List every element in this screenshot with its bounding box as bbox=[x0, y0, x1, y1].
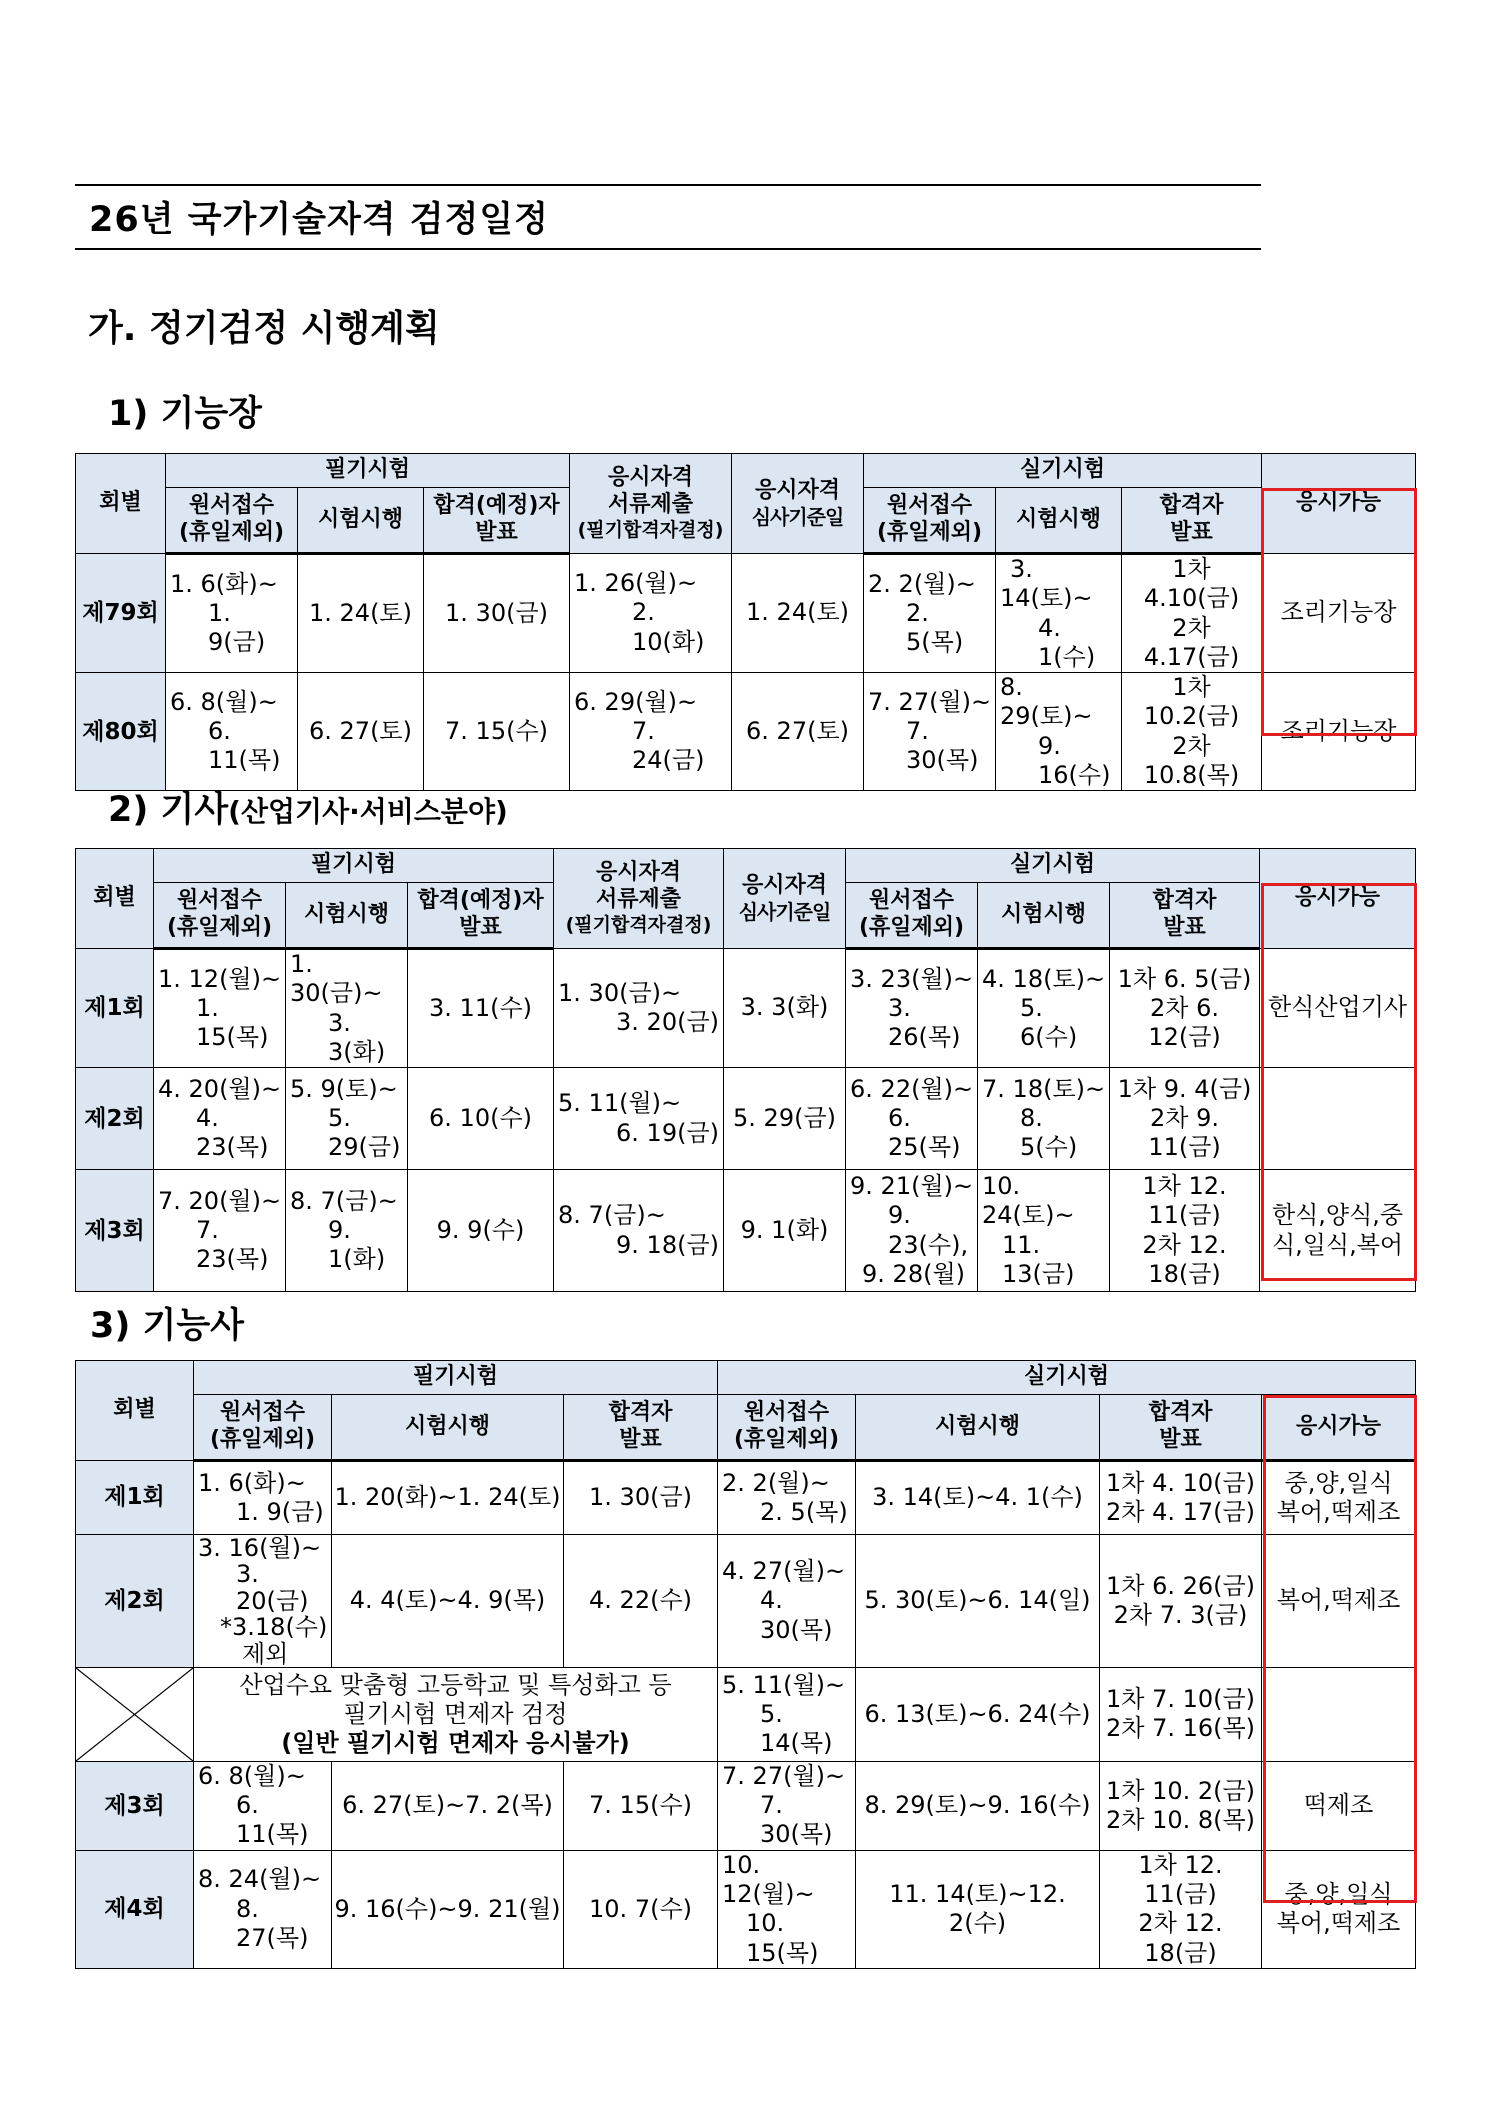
master-schedule-table bbox=[75, 453, 1416, 791]
table-cell: 1차 6. 5(금) 2차 6. 12(금) bbox=[1110, 949, 1260, 1068]
table-cell: 복어,떡제조 bbox=[1262, 1535, 1416, 1668]
table-row bbox=[76, 1850, 1416, 1968]
table-cell bbox=[1262, 1667, 1416, 1761]
table-cell: 4. 22(수) bbox=[564, 1535, 718, 1668]
header-w-apply: 원서접수 (휴일제외) bbox=[166, 488, 298, 554]
table-cell: 7. 20(월)~ 7. 23(목) bbox=[154, 1170, 286, 1292]
table-cell: 4. 4(토)~4. 9(목) bbox=[332, 1535, 564, 1668]
table-cell: 1차 6. 26(금) 2차 7. 3(금) bbox=[1100, 1535, 1262, 1668]
table-cell: 한식,양식,중 식,일식,복어 bbox=[1260, 1170, 1416, 1292]
table-row bbox=[76, 1535, 1416, 1668]
header-w-pass: 합격(예정)자 발표 bbox=[424, 488, 570, 554]
table-row bbox=[76, 1461, 1416, 1535]
table-cell: 6. 8(월)~ 6. 11(목) bbox=[194, 1761, 332, 1850]
table-cell: 한식산업기사 bbox=[1260, 949, 1416, 1068]
table-cell: 조리기능장 bbox=[1262, 554, 1416, 673]
table-row bbox=[76, 1068, 1416, 1170]
header-eligible: 응시가능 bbox=[1262, 454, 1416, 554]
table-cell: 6. 22(월)~ 6. 25(목) bbox=[846, 1068, 978, 1170]
table-cell: 조리기능장 bbox=[1262, 673, 1416, 791]
header-practical: 실기시험 bbox=[718, 1361, 1416, 1395]
header-p-exam: 시험시행 bbox=[996, 488, 1122, 554]
header-round: 회별 bbox=[76, 1361, 194, 1461]
banner-title: 26년 국가기술자격 검정일정 bbox=[89, 200, 549, 240]
table-cell: 제80회 bbox=[76, 673, 166, 791]
table-cell: 8. 24(월)~ 8. 27(목) bbox=[194, 1850, 332, 1968]
header-w-apply: 원서접수 (휴일제외) bbox=[154, 883, 286, 949]
header-p-apply: 원서접수 (휴일제외) bbox=[846, 883, 978, 949]
table-cell: 제3회 bbox=[76, 1170, 154, 1292]
table-cell: 중,양,일식 복어,떡제조 bbox=[1262, 1850, 1416, 1968]
table-cell: 5. 11(월)~ 6. 19(금) bbox=[554, 1068, 724, 1170]
header-w-apply: 원서접수 (휴일제외) bbox=[194, 1395, 332, 1461]
table-cell: 7. 27(월)~ 7. 30(목) bbox=[718, 1761, 856, 1850]
table-cell: 제1회 bbox=[76, 949, 154, 1068]
header-w-exam: 시험시행 bbox=[298, 488, 424, 554]
table-cell: 1차 12. 11(금) 2차 12. 18(금) bbox=[1100, 1850, 1262, 1968]
table-cell: 4. 20(월)~ 4. 23(목) bbox=[154, 1068, 286, 1170]
table-cell: 10. 7(수) bbox=[564, 1850, 718, 1968]
table-cell: 7. 15(수) bbox=[564, 1761, 718, 1850]
table-cell: 6. 27(토)~7. 2(목) bbox=[332, 1761, 564, 1850]
table-cell: 7. 27(월)~ 7. 30(목) bbox=[864, 673, 996, 791]
table-cell: 1. 30(금) bbox=[564, 1461, 718, 1535]
table-cell: 7. 15(수) bbox=[424, 673, 570, 791]
header-w-pass: 합격(예정)자 발표 bbox=[408, 883, 554, 949]
table-cell: 1차 10. 2(금) 2차 10. 8(목) bbox=[1100, 1761, 1262, 1850]
header-docs: 응시자격 서류제출 (필기합격자결정) bbox=[554, 849, 724, 949]
table-cell: 8. 7(금)~ 9. 18(금) bbox=[554, 1170, 724, 1292]
cross-mark bbox=[76, 1668, 193, 1761]
table-cell: 1차 4. 10(금) 2차 4. 17(금) bbox=[1100, 1461, 1262, 1535]
table-cell: 1. 20(화)~1. 24(토) bbox=[332, 1461, 564, 1535]
header-round: 회별 bbox=[76, 454, 166, 554]
table-cell: 제3회 bbox=[76, 1761, 194, 1850]
header-written: 필기시험 bbox=[194, 1361, 718, 1395]
table-cell: 1. 6(화)~ 1. 9(금) bbox=[194, 1461, 332, 1535]
table-cell bbox=[1260, 1068, 1416, 1170]
table-cell: 8. 29(토)~ 9. 16(수) bbox=[996, 673, 1122, 791]
table-cell: 5. 11(월)~ 5. 14(목) bbox=[718, 1667, 856, 1761]
header-practical: 실기시험 bbox=[846, 849, 1260, 883]
subsection-craftsman-title: 3) 기능사 bbox=[90, 1306, 244, 1346]
table-cell: 제2회 bbox=[76, 1068, 154, 1170]
header-w-pass: 합격자 발표 bbox=[564, 1395, 718, 1461]
table-row bbox=[76, 949, 1416, 1068]
header-p-pass: 합격자 발표 bbox=[1110, 883, 1260, 949]
table-row bbox=[76, 1761, 1416, 1850]
table-cell: 제4회 bbox=[76, 1850, 194, 1968]
table-cell: 1차 4.10(금) 2차 4.17(금) bbox=[1122, 554, 1262, 673]
table-cell: 8. 7(금)~ 9. 1(화) bbox=[286, 1170, 408, 1292]
table-cell: 3. 14(토)~ 4. 1(수) bbox=[996, 554, 1122, 673]
exempt-notice: 산업수요 맞춤형 고등학교 및 특성화고 등 필기시험 면제자 검정 (일반 필기시험 면제자 응시불가) bbox=[194, 1667, 718, 1761]
table-cell: 9. 9(수) bbox=[408, 1170, 554, 1292]
header-p-pass: 합격자 발표 bbox=[1100, 1395, 1262, 1461]
table-cell: 6. 27(토) bbox=[298, 673, 424, 791]
header-w-exam: 시험시행 bbox=[332, 1395, 564, 1461]
table-cell: 6. 8(월)~ 6. 11(목) bbox=[166, 673, 298, 791]
header-eligible: 응시가능 bbox=[1262, 1395, 1416, 1461]
table-cell: 6. 13(토)~6. 24(수) bbox=[856, 1667, 1100, 1761]
table-cell: 1. 24(토) bbox=[298, 554, 424, 673]
table-cell: 11. 14(토)~12. 2(수) bbox=[856, 1850, 1100, 1968]
table-cell: 2. 2(월)~ 2. 5(목) bbox=[718, 1461, 856, 1535]
table-cell: 3. 14(토)~4. 1(수) bbox=[856, 1461, 1100, 1535]
table-cell: 5. 29(금) bbox=[724, 1068, 846, 1170]
table-cell: 제79회 bbox=[76, 554, 166, 673]
table-cell: 1. 12(월)~ 1. 15(목) bbox=[154, 949, 286, 1068]
table-cell: 4. 18(토)~ 5. 6(수) bbox=[978, 949, 1110, 1068]
header-w-exam: 시험시행 bbox=[286, 883, 408, 949]
table-cell: 제2회 bbox=[76, 1535, 194, 1668]
table-cell: 6. 10(수) bbox=[408, 1068, 554, 1170]
table-cell: 1. 26(월)~ 2. 10(화) bbox=[570, 554, 732, 673]
table-cell: 1차 7. 10(금) 2차 7. 16(목) bbox=[1100, 1667, 1262, 1761]
table-cell: 3. 16(월)~ 3. 20(금) *3.18(수) 제외 bbox=[194, 1535, 332, 1668]
table-cell: 1차 12. 11(금) 2차 12. 18(금) bbox=[1110, 1170, 1260, 1292]
header-round: 회별 bbox=[76, 849, 154, 949]
header-p-apply: 원서접수 (휴일제외) bbox=[718, 1395, 856, 1461]
table-cell: 1. 24(토) bbox=[732, 554, 864, 673]
table-cell: 3. 3(화) bbox=[724, 949, 846, 1068]
header-qual: 응시자격 심사기준일 bbox=[732, 454, 864, 554]
header-qual: 응시자격 심사기준일 bbox=[724, 849, 846, 949]
header-docs: 응시자격 서류제출 (필기합격자결정) bbox=[570, 454, 732, 554]
table-row bbox=[76, 1667, 1416, 1761]
table-cell: 1. 30(금)~ 3. 20(금) bbox=[554, 949, 724, 1068]
table-cell: 3. 11(수) bbox=[408, 949, 554, 1068]
table-row bbox=[76, 673, 1416, 791]
table-cell: 9. 21(월)~ 9. 23(수), 9. 28(월) bbox=[846, 1170, 978, 1292]
table-cell: 2. 2(월)~ 2. 5(목) bbox=[864, 554, 996, 673]
header-eligible: 응시가능 bbox=[1260, 849, 1416, 949]
table-cell: 4. 27(월)~ 4. 30(목) bbox=[718, 1535, 856, 1668]
table-cell: 5. 30(토)~6. 14(일) bbox=[856, 1535, 1100, 1668]
table-cell: 7. 18(토)~ 8. 5(수) bbox=[978, 1068, 1110, 1170]
table-cell: 1. 30(금)~ 3. 3(화) bbox=[286, 949, 408, 1068]
table-cell: 중,양,일식 복어,떡제조 bbox=[1262, 1461, 1416, 1535]
subsection-master-title: 1) 기능장 bbox=[108, 394, 262, 434]
header-p-pass: 합격자 발표 bbox=[1122, 488, 1262, 554]
table-cell: 6. 29(월)~ 7. 24(금) bbox=[570, 673, 732, 791]
table-cell: 5. 9(토)~ 5. 29(금) bbox=[286, 1068, 408, 1170]
header-p-exam: 시험시행 bbox=[856, 1395, 1100, 1461]
page-banner bbox=[75, 184, 1261, 250]
table-cell: 10. 12(월)~ 10. 15(목) bbox=[718, 1850, 856, 1968]
table-cell: 1. 6(화)~ 1. 9(금) bbox=[166, 554, 298, 673]
header-p-apply: 원서접수 (휴일제외) bbox=[864, 488, 996, 554]
empty-round-cross-cell bbox=[76, 1667, 194, 1761]
table-cell: 9. 16(수)~9. 21(월) bbox=[332, 1850, 564, 1968]
table-cell: 8. 29(토)~9. 16(수) bbox=[856, 1761, 1100, 1850]
section-title: 가. 정기검정 시행계획 bbox=[88, 308, 440, 349]
table-cell: 6. 27(토) bbox=[732, 673, 864, 791]
table-cell: 10. 24(토)~ 11. 13(금) bbox=[978, 1170, 1110, 1292]
header-practical: 실기시험 bbox=[864, 454, 1262, 488]
table-cell: 9. 1(화) bbox=[724, 1170, 846, 1292]
table-cell: 3. 23(월)~ 3. 26(목) bbox=[846, 949, 978, 1068]
table-row bbox=[76, 554, 1416, 673]
table-cell: 떡제조 bbox=[1262, 1761, 1416, 1850]
table-row bbox=[76, 1170, 1416, 1292]
table-cell: 1. 30(금) bbox=[424, 554, 570, 673]
table-cell: 1차 10.2(금) 2차 10.8(목) bbox=[1122, 673, 1262, 791]
table-cell: 제1회 bbox=[76, 1461, 194, 1535]
craftsman-schedule-table bbox=[75, 1360, 1416, 1969]
engineer-schedule-table bbox=[75, 848, 1416, 1292]
header-written: 필기시험 bbox=[154, 849, 554, 883]
header-p-exam: 시험시행 bbox=[978, 883, 1110, 949]
subsection-engineer-title: 2) 기사(산업기사·서비스분야) bbox=[108, 790, 508, 830]
table-cell: 1차 9. 4(금) 2차 9. 11(금) bbox=[1110, 1068, 1260, 1170]
header-written: 필기시험 bbox=[166, 454, 570, 488]
